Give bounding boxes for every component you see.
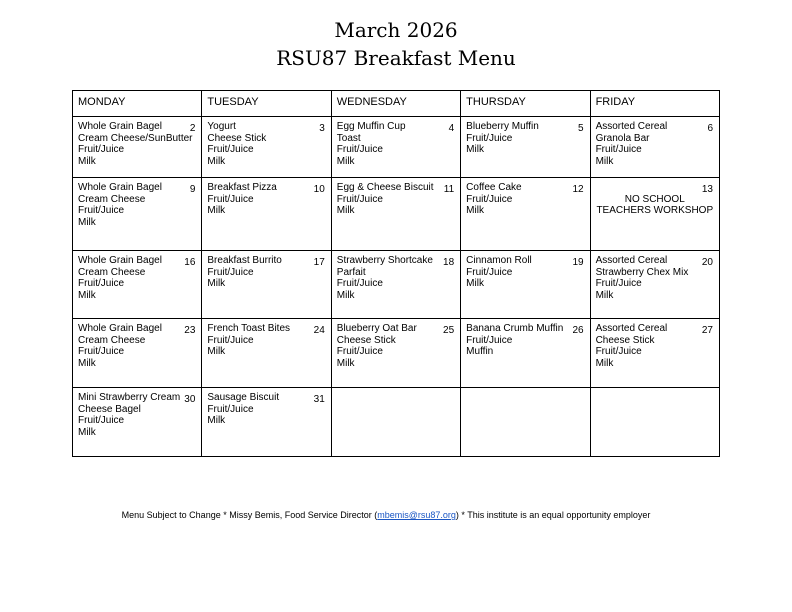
menu-item: Fruit/Juice <box>595 346 642 357</box>
menu-item: Coffee Cake <box>466 182 522 193</box>
day-number: 25 <box>443 325 455 336</box>
menu-item: Toast <box>336 132 361 144</box>
menu-item: Fruit/Juice <box>78 346 125 357</box>
menu-item: Assorted Cereal <box>595 121 668 132</box>
day-number: 11 <box>443 184 455 195</box>
menu-item: Assorted Cereal <box>595 255 668 266</box>
menu-item: Milk <box>207 415 226 426</box>
day-number: 9 <box>189 184 196 195</box>
menu-item: Milk <box>207 205 226 216</box>
menu-item: Fruit/Juice <box>466 132 513 144</box>
menu-item: Yogurt <box>207 121 236 132</box>
menu-item: French Toast Bites <box>207 323 291 334</box>
footer-text: Menu Subject to Change * Missy Bemis, Food Service Director ( <box>121 510 378 520</box>
menu-item: Milk <box>207 278 226 289</box>
menu-item: Milk <box>336 357 355 369</box>
menu-item: Whole Grain Bagel <box>78 255 162 266</box>
menu-item: Milk <box>78 357 96 369</box>
menu-item: Fruit/Juice <box>336 346 383 357</box>
week-row <box>73 388 720 457</box>
menu-item: Milk <box>595 357 614 369</box>
menu-item: Fruit/Juice <box>595 278 642 289</box>
day-cell <box>202 117 331 178</box>
menu-item: Milk <box>466 144 484 155</box>
day-cell <box>73 251 202 319</box>
weekday-thursday: THURSDAY <box>461 91 590 117</box>
menu-item: Banana Crumb Muffin <box>466 323 564 334</box>
day-cell <box>461 117 590 178</box>
menu-item: Cheese Stick <box>336 334 396 346</box>
day-number: 5 <box>578 123 584 134</box>
day-cell <box>73 178 202 251</box>
menu-item: Milk <box>78 216 96 228</box>
menu-item: Milk <box>336 289 355 301</box>
day-number: 24 <box>313 325 325 336</box>
menu-item: Fruit/Juice <box>207 193 254 205</box>
menu-calendar <box>72 90 720 457</box>
day-number: 20 <box>701 257 713 268</box>
menu-item: Fruit/Juice <box>207 334 254 346</box>
menu-item: Milk <box>78 289 96 301</box>
menu-item: Fruit/Juice <box>78 205 125 216</box>
day-cell <box>461 178 590 251</box>
menu-item: Strawberry Chex Mix <box>595 266 689 278</box>
day-number: 12 <box>572 184 584 195</box>
menu-item: Fruit/Juice <box>78 415 125 426</box>
menu-item: Milk <box>336 155 355 167</box>
footer-text-end: ) * This institute is an equal opportunity employer <box>455 510 651 520</box>
menu-item: Milk <box>466 205 484 216</box>
menu-item: Cheese Bagel <box>78 403 141 415</box>
weekday-monday: MONDAY <box>73 91 202 117</box>
menu-item <box>596 182 714 194</box>
menu-item: Milk <box>466 278 484 289</box>
menu-item: Whole Grain Bagel <box>78 121 162 132</box>
day-number: 16 <box>184 257 196 268</box>
menu-item: Cream Cheese/SunButter <box>78 132 193 144</box>
menu-item: Milk <box>78 155 96 167</box>
day-number: 31 <box>313 394 325 405</box>
menu-item: Granola Bar <box>595 132 650 144</box>
menu-item: Milk <box>78 426 96 438</box>
menu-item: Cheese Stick <box>595 334 655 346</box>
menu-item: Cream Cheese <box>78 193 146 205</box>
day-number: 3 <box>319 123 325 134</box>
day-number: 4 <box>448 123 455 134</box>
menu-item: Milk <box>595 155 614 167</box>
day-cell <box>590 117 719 178</box>
menu-item: Milk <box>336 205 355 216</box>
menu-item: Fruit/Juice <box>78 144 125 155</box>
day-cell <box>331 388 460 457</box>
day-number: 27 <box>701 325 713 336</box>
weekday-header-row <box>73 91 720 117</box>
menu-item: Milk <box>207 155 226 167</box>
menu-item: Milk <box>595 289 614 301</box>
day-number: 30 <box>184 394 196 405</box>
menu-item: Cream Cheese <box>78 334 146 346</box>
day-number: 26 <box>572 325 584 336</box>
week-row <box>73 319 720 388</box>
day-cell <box>590 388 719 457</box>
email-link[interactable]: mbemis@rsu87.org <box>377 510 456 520</box>
day-cell <box>73 117 202 178</box>
menu-item: Blueberry Muffin <box>466 121 539 132</box>
menu-item: Fruit/Juice <box>595 144 642 155</box>
menu-item: Fruit/Juice <box>466 193 513 205</box>
day-cell <box>461 319 590 388</box>
day-number: 13 <box>701 184 713 195</box>
day-number: 6 <box>707 123 713 134</box>
menu-item: Cream Cheese <box>78 266 146 278</box>
day-cell <box>461 251 590 319</box>
week-row <box>73 178 720 251</box>
menu-item: Fruit/Juice <box>336 144 383 155</box>
menu-item: Fruit/Juice <box>466 334 513 346</box>
footer-note <box>0 510 772 520</box>
menu-item: Sausage Biscuit <box>207 392 280 403</box>
menu-item: Blueberry Oat Bar <box>336 323 417 334</box>
page-title: March 2026 <box>334 18 458 42</box>
menu-item: Milk <box>207 346 226 357</box>
menu-item: Whole Grain Bagel <box>78 182 162 193</box>
menu-item: Parfait <box>336 266 366 278</box>
day-number: 17 <box>313 257 325 268</box>
menu-item: Fruit/Juice <box>466 266 513 278</box>
menu-item: Cinnamon Roll <box>466 255 532 266</box>
day-cell <box>590 319 719 388</box>
day-cell <box>331 319 460 388</box>
week-row <box>73 251 720 319</box>
weekday-friday: FRIDAY <box>590 91 719 117</box>
menu-item: Fruit/Juice <box>207 266 254 278</box>
day-number: 19 <box>572 257 584 268</box>
menu-item: Breakfast Pizza <box>207 182 277 193</box>
menu-item: Fruit/Juice <box>336 193 383 205</box>
day-cell <box>590 178 719 251</box>
day-number: 23 <box>184 325 196 336</box>
day-cell <box>73 388 202 457</box>
menu-item: TEACHERS WORKSHOP <box>596 205 714 216</box>
day-cell <box>461 388 590 457</box>
day-number: 10 <box>313 184 325 195</box>
menu-item: Fruit/Juice <box>207 403 254 415</box>
menu-item: NO SCHOOL <box>624 193 685 205</box>
menu-item: Whole Grain Bagel <box>78 323 162 334</box>
page-subtitle: RSU87 Breakfast Menu <box>276 46 516 70</box>
day-number: 18 <box>443 257 455 268</box>
day-cell <box>331 117 460 178</box>
day-cell <box>202 251 331 319</box>
menu-item: Muffin <box>466 346 494 357</box>
menu-item: Egg Muffin Cup <box>336 121 406 132</box>
day-cell <box>331 178 460 251</box>
day-cell <box>331 251 460 319</box>
day-cell <box>590 251 719 319</box>
menu-item: Egg & Cheese Biscuit <box>336 182 434 193</box>
menu-item: Fruit/Juice <box>336 278 383 289</box>
menu-item: Cheese Stick <box>207 132 267 144</box>
week-row <box>73 117 720 178</box>
menu-item: Assorted Cereal <box>595 323 668 334</box>
menu-item: Breakfast Burrito <box>207 255 282 266</box>
day-cell <box>202 319 331 388</box>
day-cell <box>202 178 331 251</box>
menu-item: Fruit/Juice <box>207 144 254 155</box>
weekday-tuesday: TUESDAY <box>202 91 331 117</box>
weekday-wednesday: WEDNESDAY <box>331 91 460 117</box>
menu-item: Fruit/Juice <box>78 278 125 289</box>
menu-item: Mini Strawberry Cream <box>78 392 181 403</box>
menu-item: Strawberry Shortcake <box>336 255 433 266</box>
day-number: 2 <box>189 123 196 134</box>
day-cell <box>73 319 202 388</box>
day-cell <box>202 388 331 457</box>
